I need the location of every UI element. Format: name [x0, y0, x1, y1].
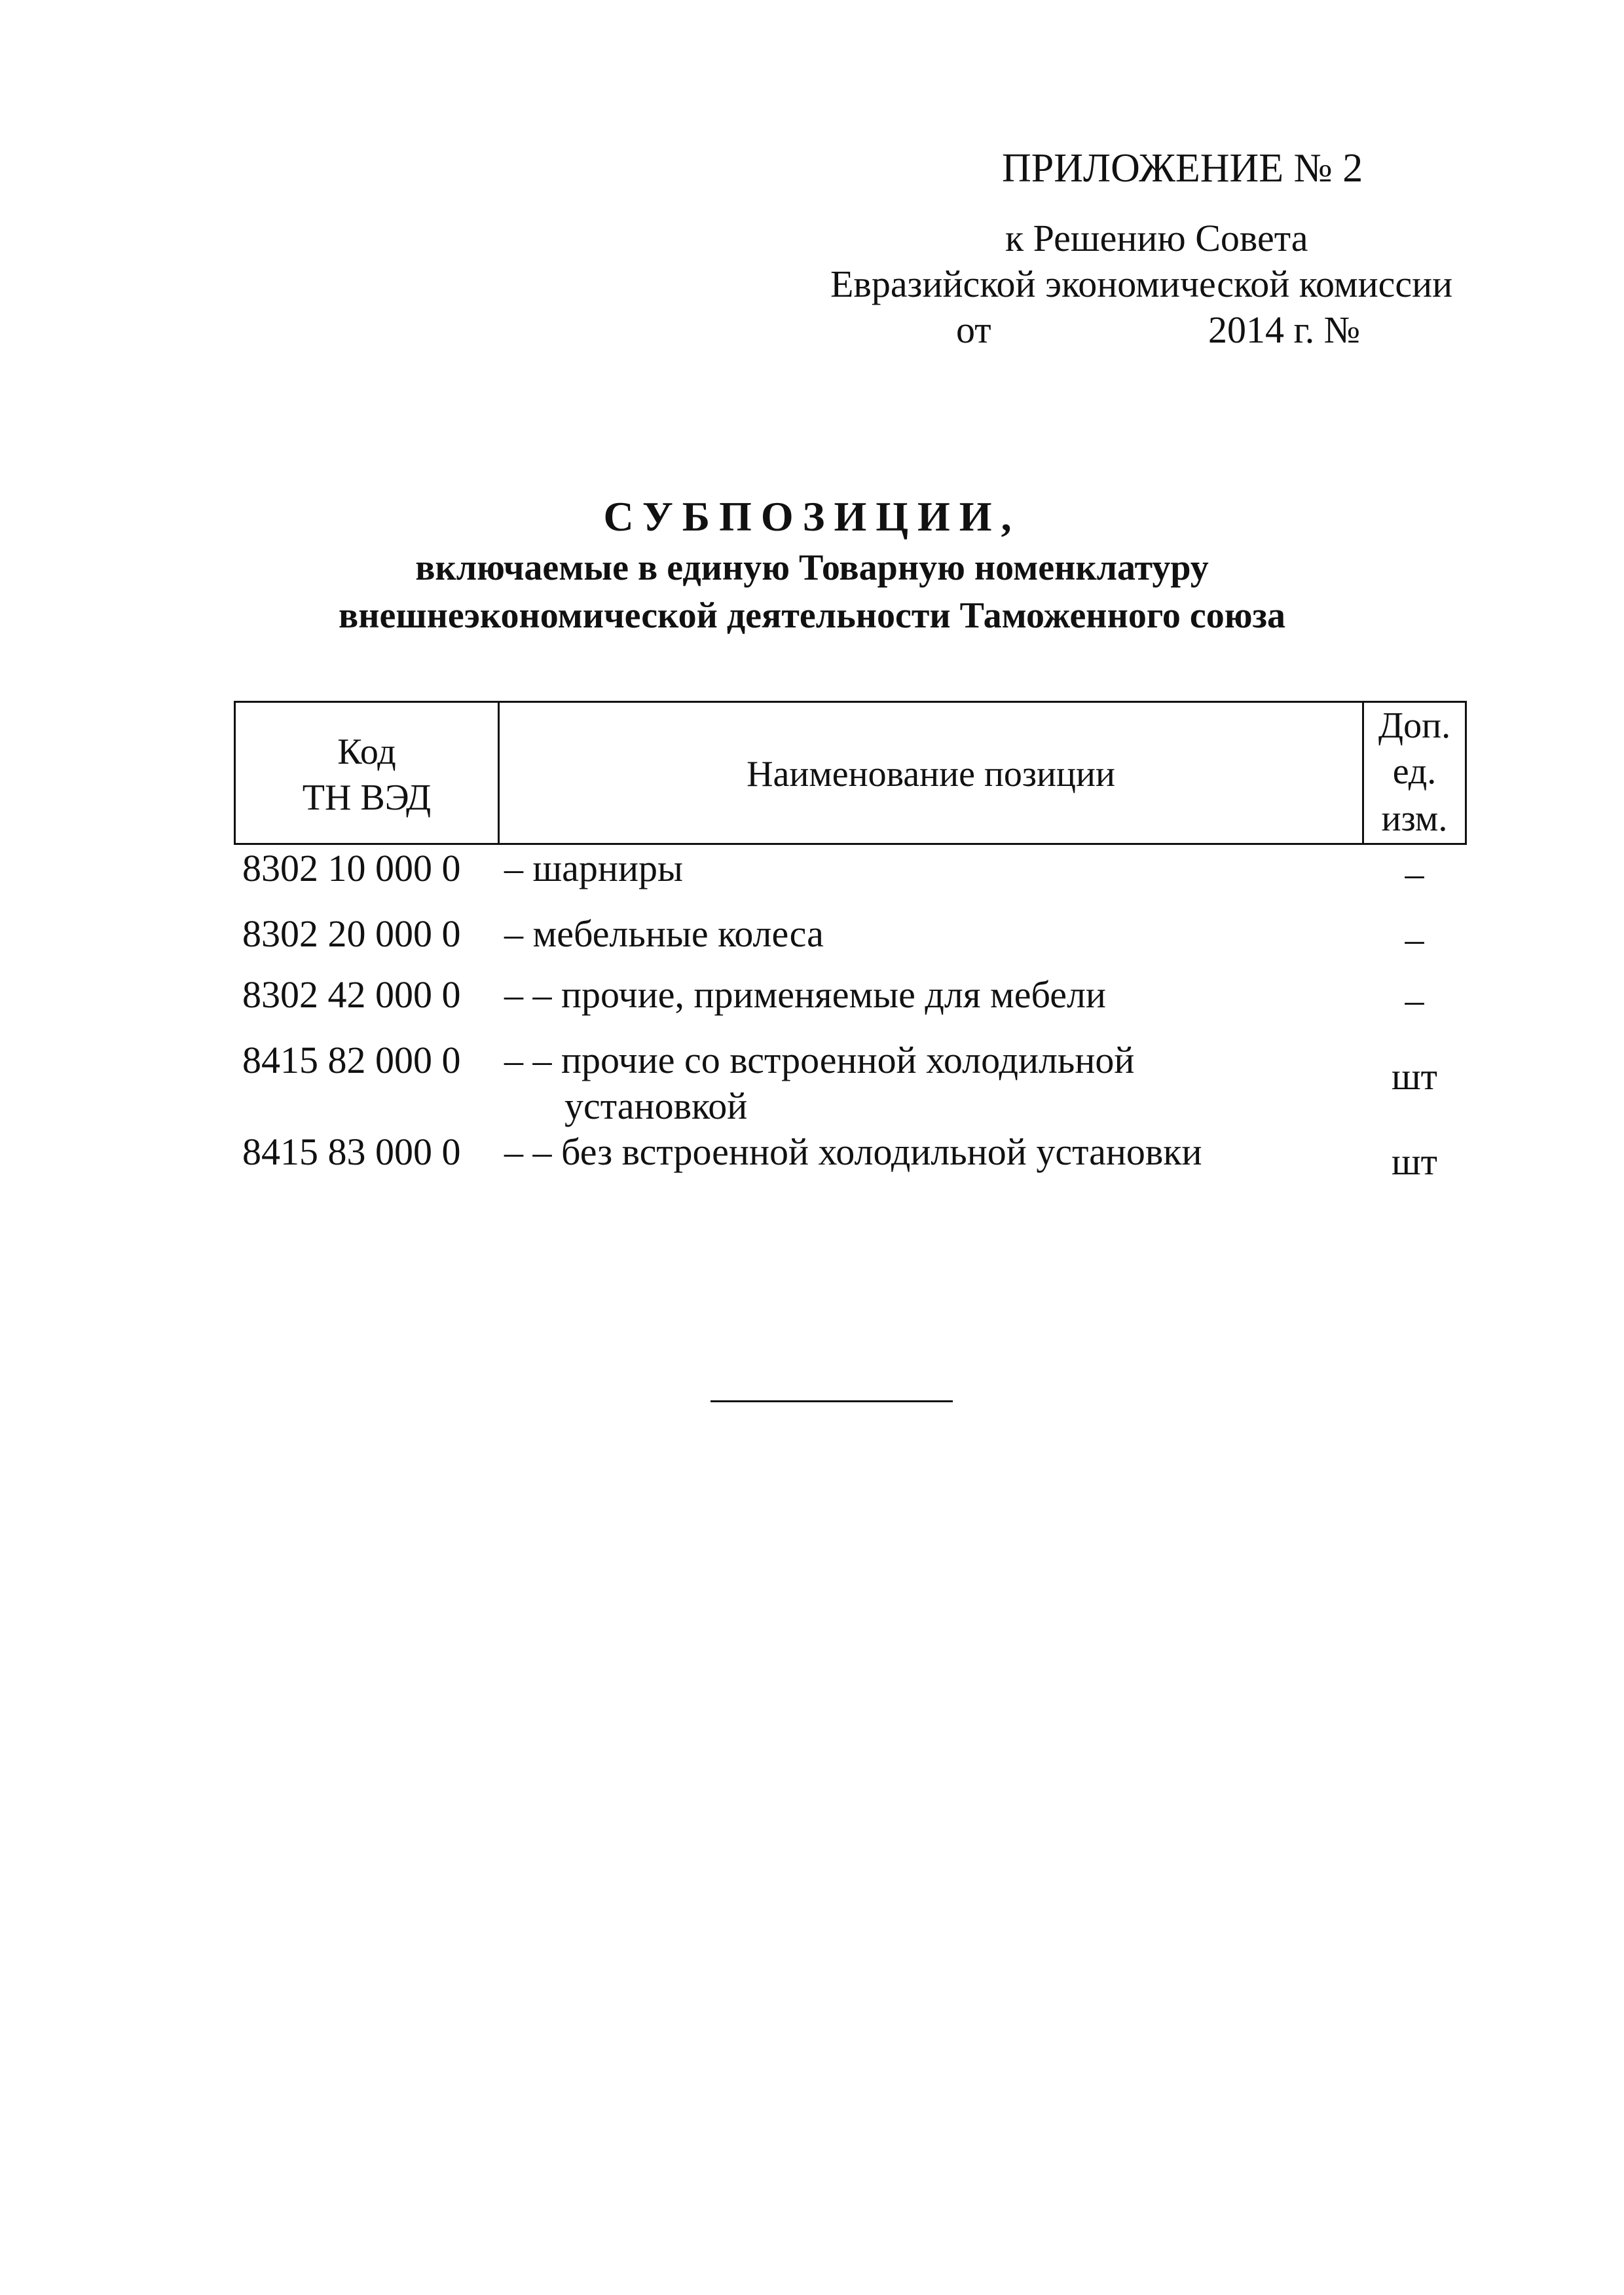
appendix-commission-line: Евразийской экономической комиссии: [830, 263, 1453, 305]
header-code-line2: ТН ВЭД: [302, 777, 432, 818]
header-code-column: [236, 703, 500, 843]
header-code-line1: Код: [337, 732, 396, 772]
row-4-name: – – прочие со встроенной холодильной: [504, 1039, 1135, 1081]
row-5-unit: шт: [1391, 1140, 1437, 1183]
header-unit-line3: изм.: [1381, 798, 1448, 839]
row-1-code: 8302 10 000 0: [242, 847, 461, 889]
appendix-title: ПРИЛОЖЕНИЕ № 2: [1002, 146, 1363, 191]
row-2-code: 8302 20 000 0: [242, 912, 461, 955]
document-subtitle-line2: внешнеэкономической деятельности Таможенного союза: [338, 595, 1286, 636]
row-5-name: – – без встроенной холодильной установки: [504, 1130, 1202, 1173]
table-header: [234, 701, 1467, 845]
header-name-column: [500, 703, 1364, 843]
header-name: Наименование позиции: [747, 754, 1115, 794]
header-unit-column: [1364, 703, 1465, 843]
document-subtitle-line1: включаемые в единую Товарную номенклатуру: [415, 548, 1209, 588]
row-2-unit: –: [1405, 918, 1424, 960]
appendix-date-prefix: от: [956, 308, 991, 351]
row-4-unit: шт: [1391, 1055, 1437, 1098]
row-1-unit: –: [1405, 852, 1424, 895]
appendix-date-number: 2014 г. №: [1208, 308, 1361, 351]
row-5-code: 8415 83 000 0: [242, 1130, 461, 1173]
appendix-decision-line: к Решению Совета: [1005, 217, 1308, 259]
row-4-name-cont: установкой: [564, 1085, 748, 1127]
header-unit-line2: ед.: [1392, 751, 1437, 792]
header-unit-line1: Доп.: [1378, 705, 1451, 746]
document-title: СУБПОЗИЦИИ,: [603, 493, 1021, 540]
row-1-name: – шарниры: [504, 847, 683, 889]
row-3-name: – – прочие, применяемые для мебели: [504, 973, 1106, 1016]
row-3-unit: –: [1405, 979, 1424, 1021]
row-3-code: 8302 42 000 0: [242, 973, 461, 1016]
row-2-name: – мебельные колеса: [504, 912, 824, 955]
row-4-code: 8415 82 000 0: [242, 1039, 461, 1081]
closing-divider-line: [710, 1400, 953, 1402]
